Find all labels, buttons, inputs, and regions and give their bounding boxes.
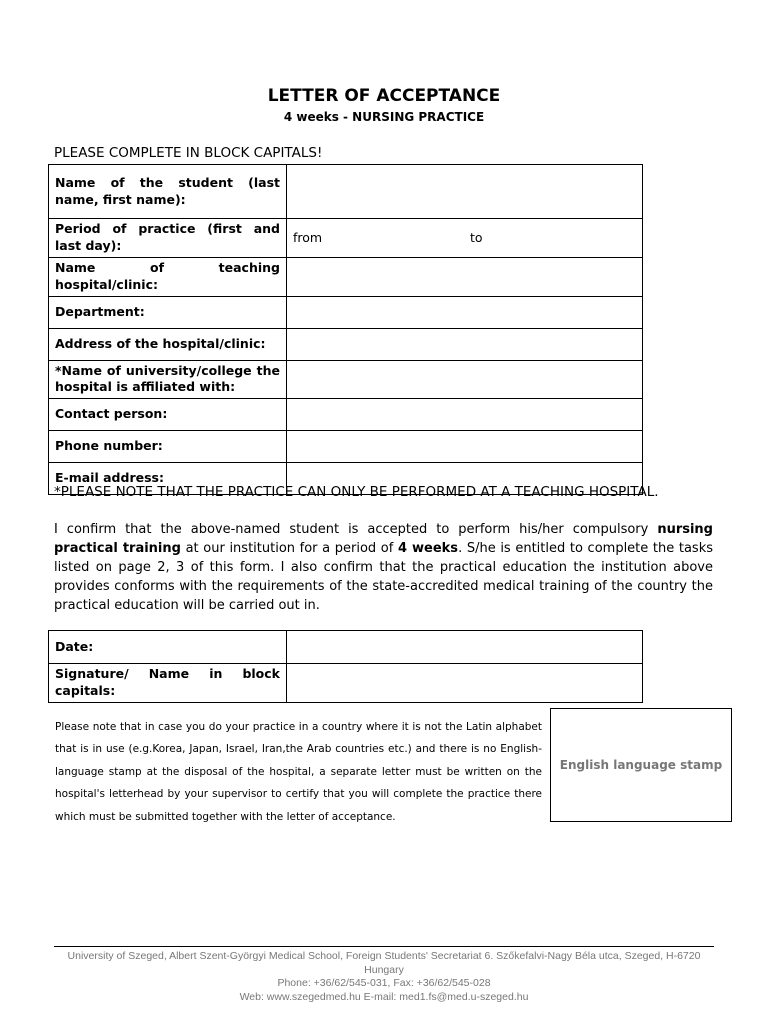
table-row	[49, 328, 643, 360]
stamp-label: English language stamp	[559, 758, 723, 772]
table-row	[49, 664, 643, 703]
footer-divider	[54, 946, 714, 947]
signature-table	[48, 630, 643, 703]
table-row	[49, 399, 643, 431]
confirmation-text-3: . S/he is entitled to complete the tasks listed on page 2, 3 of this form. I also confirm that the practical education the institution above provides conforms with the requirements of the state-accredited medical training of the country the practical education will be carried out in.	[54, 541, 714, 613]
stamp-box[interactable]	[550, 708, 732, 822]
university-field[interactable]	[287, 360, 643, 399]
practice-period-label: Period of practice (first and last day):	[49, 219, 287, 258]
date-label: Date:	[49, 631, 287, 664]
footer	[54, 950, 714, 1004]
confirmation-text-1: I confirm that the above-named student is accepted to perform his/her compulsory	[54, 522, 658, 537]
student-name-label: Name of the student (last name, first name):	[49, 165, 287, 219]
signature-label: Signature/ Name in block capitals:	[49, 664, 287, 703]
footer-web: Web: www.szegedmed.hu E-mail: med1.fs@med.u-szeged.hu	[239, 990, 529, 1003]
student-info-table	[48, 164, 643, 495]
student-name-field[interactable]	[287, 165, 643, 219]
confirmation-paragraph	[54, 520, 713, 615]
date-field[interactable]	[287, 631, 643, 664]
footer-address: University of Szeged, Albert Szent-Györgyi Medical School, Foreign Students' Secretariat 6. Szőkefalvi-Nagy Béla utca, Szeged, H-6720 Hungary	[67, 950, 701, 976]
footer-phone: Phone: +36/62/545-031, Fax: +36/62/545-028	[277, 977, 491, 989]
table-row	[49, 165, 643, 219]
department-label: Department:	[49, 296, 287, 328]
table-row	[49, 257, 643, 296]
contact-person-label: Contact person:	[49, 399, 287, 431]
phone-number-label: Phone number:	[49, 431, 287, 463]
confirmation-bold-1: nursing practical training	[54, 522, 713, 556]
to-label: to	[470, 230, 483, 246]
table-row	[49, 631, 643, 664]
hospital-name-label: Name of teaching hospital/clinic:	[49, 257, 287, 296]
instruction-text: PLEASE COMPLETE IN BLOCK CAPITALS!	[54, 145, 323, 161]
teaching-hospital-note: *PLEASE NOTE THAT THE PRACTICE CAN ONLY BE PERFORMED AT A TEACHING HOSPITAL.	[54, 484, 659, 500]
confirmation-bold-2: 4 weeks	[397, 541, 459, 556]
document-title: LETTER OF ACCEPTANCE	[267, 86, 501, 106]
table-row	[49, 431, 643, 463]
table-row	[49, 219, 643, 258]
from-label: from	[293, 230, 323, 246]
university-label: *Name of university/college the hospital is affiliated with:	[49, 360, 287, 399]
phone-number-field[interactable]	[287, 431, 643, 463]
hospital-address-field[interactable]	[287, 328, 643, 360]
table-row	[49, 360, 643, 399]
hospital-address-label: Address of the hospital/clinic:	[49, 328, 287, 360]
document-subtitle: 4 weeks - NURSING PRACTICE	[283, 110, 485, 124]
signature-field[interactable]	[287, 664, 643, 703]
confirmation-text-2: at our institution for a period of	[180, 541, 398, 556]
contact-person-field[interactable]	[287, 399, 643, 431]
practice-period-field[interactable]	[287, 219, 643, 258]
department-field[interactable]	[287, 296, 643, 328]
latin-alphabet-note: Please note that in case you do your practice in a country where it is not the Latin alphabet that is in use (e.g.Korea, Japan, Israel, Iran,the Arab countries etc.) and there is no English-language stamp at the disposal of the hospital, a separate letter must be written on the hospital's letterhead by your supervisor to certify that you will complete the practice there which must be submitted together with the letter of acceptance.	[55, 721, 542, 823]
email-label: E-mail address:	[49, 463, 287, 495]
hospital-name-field[interactable]	[287, 257, 643, 296]
table-row	[49, 296, 643, 328]
